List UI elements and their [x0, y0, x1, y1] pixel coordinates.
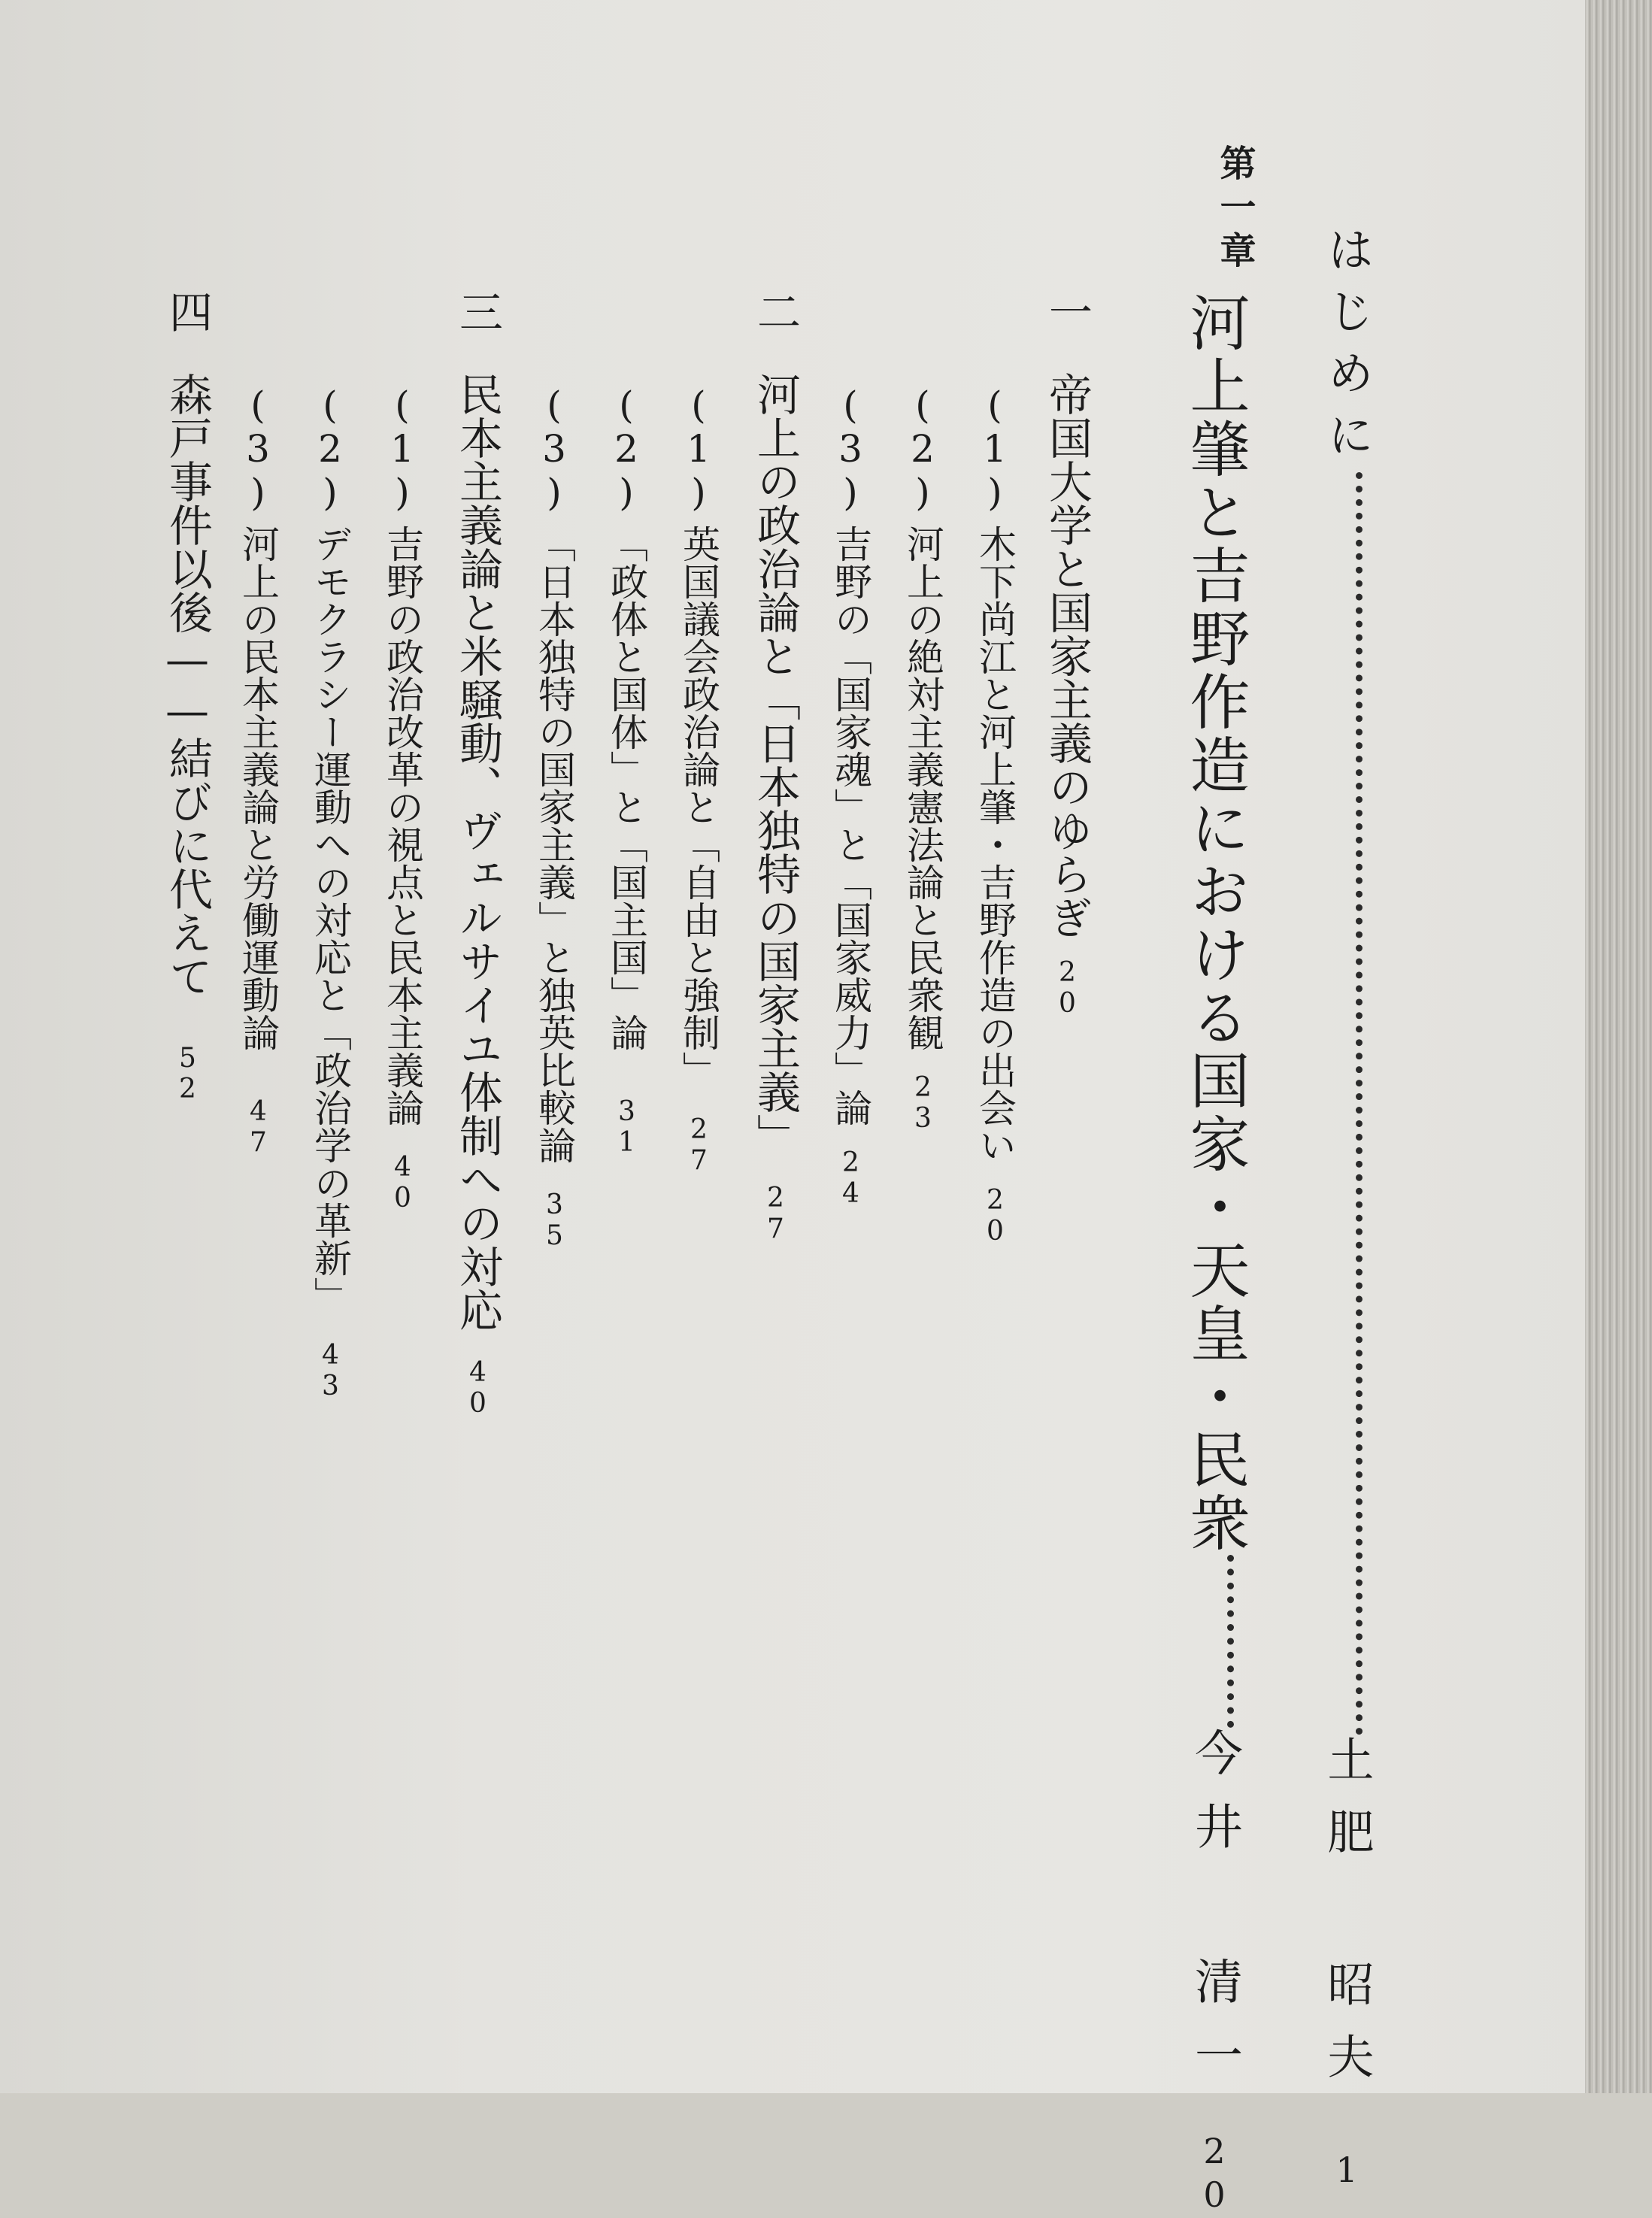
- subsection-page: 40: [387, 1152, 418, 1214]
- section-1: [1041, 289, 1093, 1019]
- leader-dots: [1227, 1555, 1234, 1728]
- section-page: 40: [462, 1357, 493, 1419]
- subsection-title: 吉野の「国家魂」と「国家威力」論: [829, 525, 872, 1126]
- subsection-page: 43: [315, 1340, 346, 1401]
- subsection-title: 英国議会政治論と「自由と強制」: [677, 525, 720, 1089]
- chapter-author: 今井 清一: [1187, 1728, 1242, 2104]
- subsection-1-1: [973, 383, 1017, 1247]
- subsection-marker: (2): [605, 383, 648, 514]
- subsection-marker: (1): [973, 383, 1017, 514]
- section-page: 27: [760, 1183, 791, 1244]
- subsection-page: 47: [243, 1096, 274, 1158]
- subsection-page: 24: [835, 1147, 866, 1209]
- section-marker: 二: [750, 289, 801, 333]
- subsection-page: 20: [980, 1185, 1011, 1247]
- subsection-marker: (3): [532, 383, 576, 514]
- subsection-marker: (3): [829, 383, 872, 514]
- subsection-marker: (2): [901, 383, 944, 514]
- subsection-title: 木下尚江と河上肇・吉野作造の出会い: [973, 525, 1017, 1164]
- subsection-3-1: [380, 383, 424, 1214]
- subsection-title: 「政体と国体」と「国主国」論: [605, 525, 648, 1051]
- section-page: 20: [1052, 957, 1083, 1019]
- leader-dots: [1356, 472, 1363, 1735]
- subsection-title: デモクラシー運動への対応と「政治学の革新」: [308, 525, 352, 1314]
- chapter-title-line: [1180, 292, 1250, 2218]
- toc-intro-line: [1320, 226, 1375, 2205]
- subsection-title: 河上の絶対主義憲法論と民衆観: [901, 525, 944, 1051]
- subsection-1-2: [901, 383, 944, 1134]
- subsection-1-3: [829, 383, 872, 1209]
- subsection-page: 35: [539, 1189, 570, 1251]
- toc-intro-title: はじめに: [1320, 226, 1375, 472]
- section-page: 52: [172, 1043, 203, 1104]
- chapter-label: 第一章: [1214, 144, 1256, 275]
- subsection-2-3: [532, 383, 576, 1251]
- page-edge: [1585, 0, 1652, 2093]
- subsection-3-3: [236, 383, 280, 1158]
- subsection-page: 31: [611, 1096, 642, 1158]
- toc-intro-author: 土肥 昭夫: [1320, 1735, 1375, 2104]
- section-title: 森戸事件以後——結びに代えて: [162, 372, 213, 998]
- section-title: 民本主義論と米騒動、ヴェルサイユ体制への対応: [452, 372, 503, 1332]
- section-marker: 三: [452, 289, 503, 333]
- subsection-page: 27: [684, 1114, 714, 1176]
- subsection-2-2: [605, 383, 648, 1158]
- subsection-title: 河上の民本主義論と労働運動論: [236, 525, 280, 1051]
- subsection-marker: (2): [308, 383, 352, 514]
- toc-intro-page: 1: [1326, 2150, 1367, 2205]
- section-title: 河上の政治論と「日本独特の国家主義」: [750, 372, 801, 1157]
- section-3: [452, 289, 503, 1419]
- subsection-marker: (1): [677, 383, 720, 514]
- section-title: 帝国大学と国家主義のゆらぎ: [1041, 372, 1093, 939]
- subsection-marker: (3): [236, 383, 280, 514]
- section-marker: 四: [162, 289, 213, 333]
- subsection-title: 「日本独特の国家主義」と独英比較論: [532, 525, 576, 1164]
- subsection-2-1: [677, 383, 720, 1176]
- section-4: [162, 289, 213, 1104]
- subsection-page: 23: [908, 1072, 938, 1134]
- chapter-title: 河上肇と吉野作造における国家・天皇・民衆: [1180, 292, 1250, 1555]
- chapter-page: 20: [1194, 2131, 1235, 2218]
- subsection-marker: (1): [380, 383, 424, 514]
- section-2: [750, 289, 801, 1244]
- section-marker: 一: [1041, 289, 1093, 333]
- subsection-3-2: [308, 383, 352, 1401]
- subsection-title: 吉野の政治改革の視点と民本主義論: [380, 525, 424, 1126]
